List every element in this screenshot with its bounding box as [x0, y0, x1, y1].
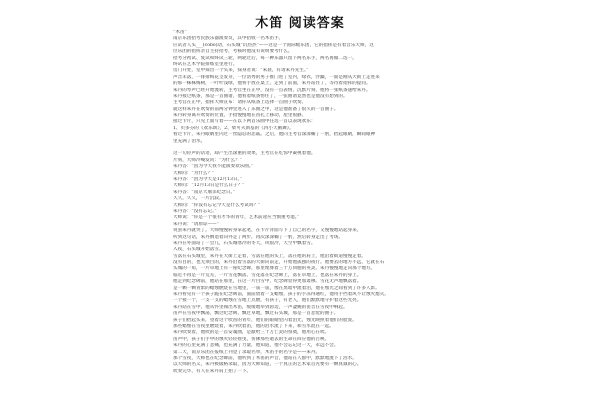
article-line: 说罢朱丹就哭了。大师慢慢转身拿起笔，在卡片背面写下了自己的名字，又慢慢地站起身来， [173, 228, 362, 234]
article-line: 就这样朱丹在吹奏的前两分钟里进入了乐曲之中，这是他准备了很久的一首曲子。 [173, 106, 339, 112]
article-line: 以大师的名义，朱丹被破格录取，因为大师知道，一个真正的艺术家首先要有一颗真诚的心。 [173, 362, 362, 368]
article-line: 朱丹在外面站了一会儿，石头城寒冷的冬天，风很冷，天空中飘着雪。 [173, 240, 316, 246]
article-line: 笛声在雪夜中飘荡，飘过纪念碑，飘过草地，飘过石头城，那是一首悲怆的曲子。 [173, 311, 339, 317]
article-line: 雪落在石头城里，朱丹在大街上走着，雪落在他的头上，落在他的肩上，他沿着街道慢慢走着。 [173, 253, 366, 259]
article-line: 房门开处，室中探出一个头来，探身者说：“朱晨，有请朱丹先生。” [173, 68, 309, 74]
article-line: 那个雪夜，大师也在纪念碑前，他听到了木笛的声音，他站在人群中，默默地流下了泪水。 [173, 355, 357, 361]
article-line: 应试者人头___(cobo)动，石头城“饥热热”——这是一个国际级乐团，它的指挥是有着音乐大师，这 [173, 42, 374, 48]
article-line: 朱丹吹奏着，他吹的是一首安魂曲，是献给三十万亡灵的祭奠，他用心在吹。 [173, 330, 330, 336]
article-line: 朱丹的琴声已经开始流转，主考官坐在正中，没有一点表情，沉默片刻，他将一张纸条递给朱丹。 [173, 87, 371, 93]
article-line: 吹奏完毕，有人在朱丹肩上拍了一下。 [173, 368, 252, 374]
article-line: 朱丹说：“请原谅——” [173, 221, 220, 227]
article-line: 声音未落，一排排梅花茎发芽，一位清秀的男子推门进了室内，绿衣，浮躁，一面是刚从大街上走进来 [173, 74, 380, 80]
article-line: 那些蜡烛在雪夜里燃烧着，朱丹吹着笛，他的泪水流了下来，和雪水混在一起。 [173, 323, 334, 329]
article-line: 入夜，石头城开始落雪。 [173, 247, 224, 253]
article-line: 孩子们抬起头来，望着这个吹笛的青年，他们的眼睛里闪着泪光，烛光映照着他们的脸庞。 [173, 317, 357, 323]
article-line: 朱丹站在雪中，他从怀里掏出木笛，缓缓地举到唇边，一声凄婉的笛音在雪夜中响起。 [173, 304, 348, 310]
article-line: “木笛” [173, 30, 187, 35]
article-line: 听到这句话，朱丹倒退着向外走了两步，再次深深鞠了一躬，然后转身走出了考场。 [173, 234, 343, 240]
article-line: 终试在艺术学院排练室里进行。 [173, 61, 238, 67]
article-line: 朱丹转身离开吹奏的位置，手指慢慢地在笛孔上移动，屋里很静。 [173, 113, 307, 119]
article-line: 里充满了泪水。 [173, 138, 206, 144]
article-line: 朱丹接过纸条，那是一首曲谱，他看着纸条愣住了，一张曲谱竟然也是他没有想到的。 [173, 93, 348, 99]
article-line: 笛声中，孩子们手中的烛火轻轻摇曳，仿佛那些逝去的生命在回应他的召唤。 [173, 336, 330, 342]
article-line: 接过卡片，只见上面写着——在以下两首乐曲中任选一首以表现欢乐： [173, 119, 316, 125]
article-line: 没有目的，也无须目的，朱丹沿着雪落的大街向前走，开始他孤独的夜行。他要去的地方不远，它就在石 [173, 260, 385, 266]
article-line: 大师问：“为什么？” [173, 170, 215, 176]
article-line: 南京乐团招考民族乐器演奏员，其中招收一名木笛手。 [173, 36, 284, 42]
article-line: 大师说：“你是一个很有才华的青年，艺术前途应当慎重考虑。” [173, 215, 300, 221]
article-line: 朱丹答：“因为今天我不能演奏欢乐曲。” [173, 164, 254, 170]
article-line: 片刻，大师冷峻发问：“为什么？” [173, 157, 243, 163]
article-line: 他走到纪念碑前，他站在那里，在这一片白雪中，纪念碑显得更加肃穆。雪花无声地飘落着。 [173, 279, 362, 285]
article-body [173, 30, 435, 394]
article-line: 临近不再是一片荒芜，一片雪花飘落，雪花落在纪念碑上，落在草地上，也落在朱丹的身上。 [173, 272, 362, 278]
page-title: 木笛 阅读答案 [255, 16, 345, 31]
article-line: 大师问：“12月13日是什么日子？” [173, 183, 245, 189]
article-line: 位乐团的指挥亲自主持招考，考核时他没有说明要考什么。 [173, 49, 293, 55]
article-line: 第二天，南京乐团在报纸上刊登了录取名单，木笛手的名字是——朱丹。 [173, 349, 321, 355]
article-line: 招考分初试、复试和终试三轮，两轮过后，每一种乐器只留下两名乐手，两名再做二选一。 [173, 55, 357, 61]
article-line: 朱丹看见有一个孩子跪在纪念碑前，面前放着一支蜡烛，孩子的手冻得通红，他用手挡着风不让烛火熄灭。 [173, 292, 389, 298]
article-line: 头城的一角，一片草地上有一座纪念碑，那里埋葬着三十万同胞的英灵。朱丹慢慢地走向那个地方。 [173, 266, 376, 272]
article-line: 朱丹答：“没有忘记。” [173, 208, 217, 214]
article-line: 朱丹的心里充满了悲痛，也充满了力量，他知道，他不会忘记这一天，永远不会。 [173, 343, 339, 349]
article-line: 这一句轻声的话语，却产生出深重的效果，主考官在吃惊中凝视着他。 [173, 151, 316, 157]
article-line: 主考官在正中，指挥大师宣布：请你从纸条上选择一首曲子吹奏。 [173, 100, 307, 106]
article-line: 一个接一个，一支一支的蜡烛在雪地上点燃，有孩子，有老人，他们默默地守护着这些光亮。 [173, 298, 362, 304]
article-line: 久久，久久，一片沉寂。 [173, 196, 224, 202]
article-line: 是一颗一颗青紫的蜡烛燃烧在雪地里，一簇一簇，像在黑暗中流着泪，他在烛光之间看到了许多人影。 [173, 285, 380, 291]
article-line: 朱丹答：“南京大屠杀纪念日。” [173, 189, 236, 195]
article-line: 1、贝多芬的《欢乐颂》，2、柴可夫斯基的《四小天鹅舞》。 [173, 125, 294, 131]
article-line: 大师问：“你没有忘记今天是什么考试吗？” [173, 202, 261, 208]
article-line: 看过卡片，朱丹眼睛里闪过一丝隐忍的悲戚。之后，他向主考官深深鞠了一躬，抬起眼睛，瞬间眼神 [173, 132, 376, 138]
article-line: 朱丹答：“因为今天是12月13日。” [173, 176, 243, 182]
article-line: 的那一株株梅树，一叶叶浅绿，他将手放在桌上，走到了前面，朱丹站住了，等待着指挥的提问。 [173, 81, 371, 87]
